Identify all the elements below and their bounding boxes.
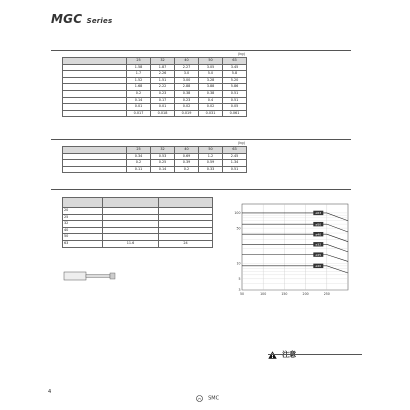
- table-cell: 0.02: [175, 104, 199, 111]
- table-cell: 0.14: [127, 97, 151, 104]
- row-label: 25: [63, 214, 103, 221]
- table-cell: [103, 221, 159, 228]
- table-cell: 0.38: [175, 90, 199, 97]
- table-cell: [159, 221, 213, 228]
- table-header-cell: 50: [199, 58, 223, 65]
- table-cell: 0.4: [199, 97, 223, 104]
- table-header-cell: [63, 58, 127, 65]
- table-cell: [159, 214, 213, 221]
- table-row: [63, 227, 213, 234]
- chart-x-tick-label: 200: [302, 292, 309, 296]
- table-cell: 3.05: [199, 64, 223, 71]
- table-cell: 0.01: [127, 104, 151, 111]
- chart-y-tick-label: 5: [238, 276, 241, 281]
- table-cell: 0.38: [199, 90, 223, 97]
- table-header-cell: [63, 198, 103, 208]
- table-header-row: [63, 147, 247, 154]
- table-row: [63, 77, 247, 84]
- table-cell: 0.69: [175, 153, 199, 160]
- row-label: 20: [63, 208, 103, 215]
- table-cell: 0.2: [127, 90, 151, 97]
- table-header-cell: [63, 147, 127, 154]
- chart-x-tick-label: 250: [323, 292, 330, 296]
- row-label: 40: [63, 227, 103, 234]
- table-cell: 3.0: [175, 71, 199, 78]
- series-suffix: Series: [86, 17, 113, 25]
- table-cell: 0.031: [199, 110, 223, 117]
- table-cell: 1.58: [127, 64, 151, 71]
- chart-y-tick-label: 100: [234, 211, 241, 216]
- row-label: [63, 153, 127, 160]
- table-row: [63, 160, 247, 167]
- table-cell: 1.52: [127, 77, 151, 84]
- table-cell: 1.2: [199, 153, 223, 160]
- table-row: [63, 110, 247, 117]
- table-cell: 0.019: [175, 110, 199, 117]
- table-cell: 0.25: [151, 160, 175, 167]
- row-label: [63, 166, 127, 173]
- table-cell: 1.51: [151, 77, 175, 84]
- table-header-cell: 50: [199, 147, 223, 154]
- table-row: [63, 64, 247, 71]
- table-cell: 1.68: [127, 84, 151, 91]
- table-cell: 0.14: [151, 166, 175, 173]
- table-cell: 0.02: [199, 104, 223, 111]
- page-number: 4: [48, 389, 52, 395]
- row-label: [63, 110, 127, 117]
- table-cell: 1.87: [151, 64, 175, 71]
- series-title: [51, 12, 112, 26]
- chart-x-tick-label: 100: [260, 292, 267, 296]
- table-row: [63, 240, 213, 247]
- chart-y-tick-label: 10: [236, 261, 241, 266]
- chart-plot-area: [242, 204, 348, 290]
- table-header-row: [63, 58, 247, 65]
- table-header-cell: 25: [127, 147, 151, 154]
- chart-x-tick-label: 50: [239, 292, 245, 296]
- movable-table: [62, 146, 247, 173]
- table-header-cell: 25: [127, 58, 151, 65]
- row-label: 50: [63, 234, 103, 241]
- table-row: [63, 166, 247, 173]
- table-row: [63, 208, 213, 215]
- table-cell: 2.45: [223, 153, 247, 160]
- chart-series-label: ø20: [315, 264, 322, 269]
- table-cell: 2.26: [151, 71, 175, 78]
- table-cell: 5.20: [223, 77, 247, 84]
- brand-name: SMC: [208, 395, 220, 402]
- row-label: [63, 104, 127, 111]
- cylinder-sketch: [62, 270, 118, 282]
- table-cell: 3.88: [199, 84, 223, 91]
- table-row: [63, 234, 213, 241]
- caution-divider: [268, 354, 362, 355]
- weight-table: [62, 57, 247, 117]
- chart-series-label: ø32: [315, 242, 322, 247]
- smc-logo-icon: [196, 395, 203, 402]
- table-cell: 11.6: [103, 240, 159, 247]
- table-cell: 0.33: [199, 166, 223, 173]
- table-cell: [103, 208, 159, 215]
- table-row: [63, 97, 247, 104]
- table-row: [63, 84, 247, 91]
- row-label: [63, 71, 127, 78]
- table-cell: 0.39: [175, 160, 199, 167]
- table-row: [63, 221, 213, 228]
- table-row: [63, 214, 213, 221]
- table-cell: 0.01: [151, 104, 175, 111]
- row-label: 32: [63, 221, 103, 228]
- table-cell: 5.86: [223, 84, 247, 91]
- row-label: [63, 77, 127, 84]
- table-header-cell: 63: [223, 147, 247, 154]
- series-model: MGC: [51, 12, 83, 26]
- table-cell: 1.7: [127, 71, 151, 78]
- table-cell: 0.018: [151, 110, 175, 117]
- table-cell: 0.2: [127, 160, 151, 167]
- table-cell: [159, 208, 213, 215]
- table-cell: 0.2: [175, 166, 199, 173]
- table-header-cell: 63: [223, 58, 247, 65]
- section-divider: [51, 139, 351, 140]
- table-cell: 0.51: [223, 90, 247, 97]
- row-label: [63, 160, 127, 167]
- chart-x-tick-label: 150: [281, 292, 288, 296]
- table-cell: 0.11: [127, 166, 151, 173]
- table-row: [63, 104, 247, 111]
- energy-chart: [228, 200, 354, 300]
- chart-series-label: ø63: [315, 211, 322, 216]
- energy-table: [62, 197, 213, 248]
- chart-y-tick-label: 50: [236, 226, 241, 231]
- table-cell: 0.53: [151, 153, 175, 160]
- brand-logo: [196, 388, 219, 407]
- table-header-cell: 40: [175, 147, 199, 154]
- table-cell: 0.51: [223, 166, 247, 173]
- table-cell: 24: [159, 240, 213, 247]
- caution-title: 注意: [282, 350, 297, 359]
- table-header-row: [63, 198, 213, 208]
- table-cell: [159, 227, 213, 234]
- table-cell: 0.061: [223, 110, 247, 117]
- table-cell: [103, 214, 159, 221]
- table-cell: 2.88: [175, 84, 199, 91]
- section-divider: [51, 189, 351, 190]
- table-cell: 1.34: [223, 160, 247, 167]
- table-cell: 0.59: [199, 160, 223, 167]
- table-cell: [159, 234, 213, 241]
- chart-y-tick-label: 3: [238, 288, 241, 293]
- table-cell: 3.00: [175, 77, 199, 84]
- table-cell: 5.0: [199, 71, 223, 78]
- table-header-cell: 40: [175, 58, 199, 65]
- row-label: 63: [63, 240, 103, 247]
- table-cell: 0.23: [175, 97, 199, 104]
- table-cell: [103, 227, 159, 234]
- table-header-cell: 32: [151, 147, 175, 154]
- table-cell: 0.017: [127, 110, 151, 117]
- energy-formula: [68, 286, 88, 305]
- table-header-cell: [159, 198, 213, 208]
- table-row: [63, 71, 247, 78]
- table-row: [63, 90, 247, 97]
- chart-series-label: ø50: [315, 222, 322, 227]
- table-cell: 3.28: [199, 77, 223, 84]
- table-cell: 0.51: [223, 97, 247, 104]
- row-label: [63, 97, 127, 104]
- table-cell: 0.34: [127, 153, 151, 160]
- table-header-cell: [103, 198, 159, 208]
- row-label: [63, 84, 127, 91]
- table-row: [63, 153, 247, 160]
- section-divider: [51, 50, 351, 51]
- weight-unit: (kg): [238, 52, 245, 56]
- table-cell: 0.23: [151, 90, 175, 97]
- table-cell: 3.45: [223, 64, 247, 71]
- table-header-cell: 32: [151, 58, 175, 65]
- table-cell: 2.22: [151, 84, 175, 91]
- table-cell: 5.8: [223, 71, 247, 78]
- table-cell: 0.17: [151, 97, 175, 104]
- table-cell: 0.05: [223, 104, 247, 111]
- movable-unit: (kg): [238, 141, 245, 145]
- chart-series-label: ø25: [315, 252, 322, 257]
- table-cell: 2.27: [175, 64, 199, 71]
- table-cell: [103, 234, 159, 241]
- row-label: [63, 90, 127, 97]
- chart-series-label: ø40: [315, 232, 322, 237]
- row-label: [63, 64, 127, 71]
